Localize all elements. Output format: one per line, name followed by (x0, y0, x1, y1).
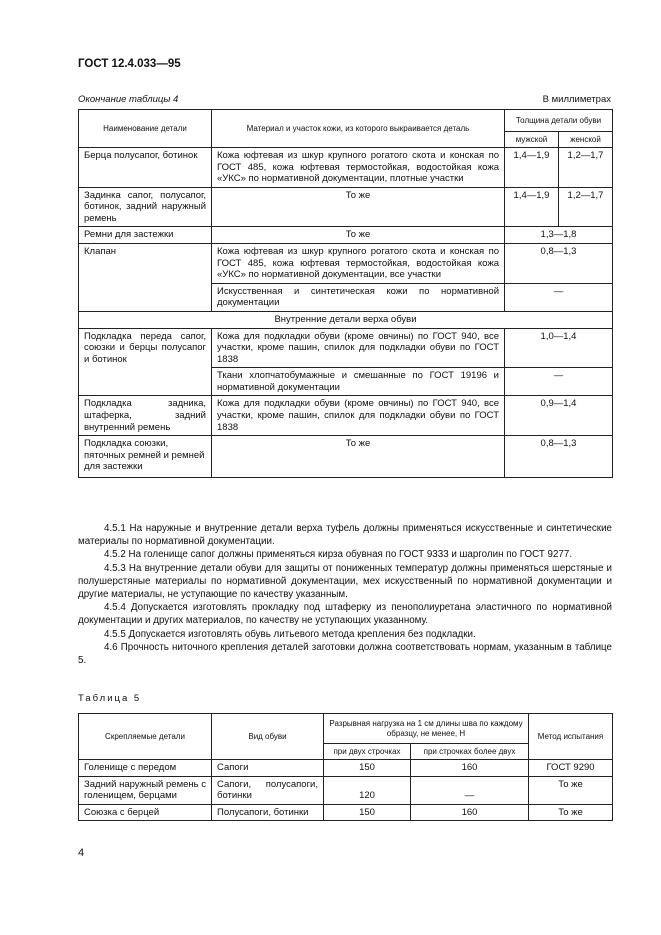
cell-type: Полусапоги, ботинки (212, 804, 324, 821)
page-number: 4 (78, 847, 85, 859)
table4 (78, 109, 613, 478)
cell-parts: Голенище с передом (79, 760, 212, 777)
table-row (79, 760, 613, 777)
cell-thickness: 0,8—1,3 (505, 436, 613, 478)
paragraph: 4.5.2 На голенище сапог должны применяться кирза обувная по ГОСТ 9333 и шарголин по ГОСТ 9277. (104, 549, 573, 561)
cell-two: 120 (324, 776, 411, 804)
cell-material: Кожа юфтевая из шкур крупного рогатого скота и конская по ГОСТ 485, кожа юфтевая термостойкая, водостойкая кожа «УКС» по нормативной документации, плотные участки (212, 148, 505, 188)
header-two-lines: при двух строчках (324, 744, 411, 760)
cell-two: 150 (324, 760, 411, 777)
cell-material: То же (212, 227, 505, 244)
section-title: Внутренние детали верха обуви (79, 311, 613, 328)
cell-female: 1,2—1,7 (559, 148, 613, 188)
table-row (79, 328, 613, 368)
paragraph: 4.5.3 На внутренние детали обуви для защиты от пониженных температур должны применяться шерстяные и полушерстяные материалы по нормативной документации, мех искусственный по нормативной документации и другие материалы, не уступающие по качеству указанным. (78, 562, 612, 601)
cell-material: То же (212, 187, 505, 227)
cell-material: Кожа для подкладки обуви (кроме овчины) по ГОСТ 940, все участки, кроме пашин, спилок для подкладки обуви по ГОСТ 1838 (212, 328, 505, 368)
table4-units: В миллиметрах (542, 94, 611, 105)
document-header: ГОСТ 12.4.033—95 (78, 58, 181, 70)
cell-thickness: — (505, 368, 613, 396)
paragraph: 4.5.4 Допускается изготовлять прокладку под штаферку из пенополиуретана эластичного по нормативной документации и других материалов, по качеству не уступающих указанному. (78, 602, 612, 627)
table-row (79, 187, 613, 227)
cell-part: Подкладка союзки, пяточных ремней и ремней для застежки (79, 436, 212, 478)
cell-part: Задинка сапог, полусапог, ботинок, задний наружный ремень (79, 187, 212, 227)
cell-material: Искусственная и синтетическая кожи по нормативной документации (212, 283, 505, 311)
cell-part: Подкладка задника, штаферка, задний внутренний ремень (79, 396, 212, 436)
cell-material: Кожа для подкладки обуви (кроме овчины) по ГОСТ 940, все участки, кроме пашин, спилок для подкладки обуви по ГОСТ 1838 (212, 396, 505, 436)
cell-type: Сапоги (212, 760, 324, 777)
table5-caption: Таблица 5 (78, 693, 142, 704)
cell-material: Ткани хлопчатобумажные и смешанные по ГОСТ 19196 и нормативной документации (212, 368, 505, 396)
paragraph: 4.5.1 На наружные и внутренние детали верха туфель должны применяться искусственные и синтетические материалы по нормативной документации. (78, 523, 612, 548)
cell-method: ГОСТ 9290 (529, 760, 613, 777)
table-row (79, 804, 613, 821)
cell-method: То же (529, 804, 613, 821)
cell-part: Подкладка переда сапог, союзки и берцы полусапог и ботинок (79, 328, 212, 396)
cell-male: 1,4—1,9 (505, 148, 559, 188)
table5 (78, 713, 613, 821)
header-method: Метод испытания (529, 714, 613, 760)
cell-more: 160 (411, 804, 529, 821)
cell-part: Берца полусапог, ботинок (79, 148, 212, 188)
cell-part: Ремни для застежки (79, 227, 212, 244)
cell-thickness: 0,8—1,3 (505, 244, 613, 284)
table-row (79, 436, 613, 478)
table-row (79, 396, 613, 436)
paragraph: 4.5.5 Допускается изготовлять обувь литьевого метода крепления без подкладки. (104, 628, 476, 640)
cell-parts: Союзка с берцей (79, 804, 212, 821)
cell-two: 150 (324, 804, 411, 821)
header-type: Вид обуви (212, 714, 324, 760)
body-text (78, 522, 612, 667)
header-load: Разрывная нагрузка на 1 см длины шва по каждому образцу, не менее, Н (324, 714, 529, 744)
table-row (79, 227, 613, 244)
cell-part: Клапан (79, 244, 212, 312)
cell-thickness: 0,9—1,4 (505, 396, 613, 436)
cell-more: — (411, 776, 529, 804)
header-part: Наименование детали (79, 110, 212, 148)
cell-thickness: — (505, 283, 613, 311)
cell-material: То же (212, 436, 505, 478)
table-row (79, 148, 613, 188)
paragraph: 4.6 Прочность ниточного крепления деталей заготовки должна соответствовать нормам, указанным в таблице 5. (78, 641, 612, 667)
table4-caption: Окончание таблицы 4 (78, 94, 179, 105)
cell-thickness: 1,3—1,8 (505, 227, 613, 244)
table-row (79, 776, 613, 804)
section-row (79, 311, 613, 328)
header-thickness: Толщина детали обуви (505, 110, 613, 132)
header-material: Материал и участок кожи, из которого выкраивается деталь (212, 110, 505, 148)
header-more-lines: при строчках более двух (411, 744, 529, 760)
cell-method: То же (529, 776, 613, 804)
header-parts: Скрепляемые детали (79, 714, 212, 760)
cell-female: 1,2—1,7 (559, 187, 613, 227)
cell-material: Кожа юфтевая из шкур крупного рогатого скота и конская по ГОСТ 485, кожа юфтевая термостойкая, водостойкая кожа «УКС» по нормативной документации, все участки (212, 244, 505, 284)
cell-parts: Задний наружный ремень с голенищем, берцами (79, 776, 212, 804)
table-row (79, 244, 613, 284)
cell-thickness: 1,0—1,4 (505, 328, 613, 368)
header-female: женской (559, 132, 613, 148)
cell-more: 160 (411, 760, 529, 777)
header-male: мужской (505, 132, 559, 148)
cell-type: Сапоги, полусапоги, ботинки (212, 776, 324, 804)
cell-male: 1,4—1,9 (505, 187, 559, 227)
